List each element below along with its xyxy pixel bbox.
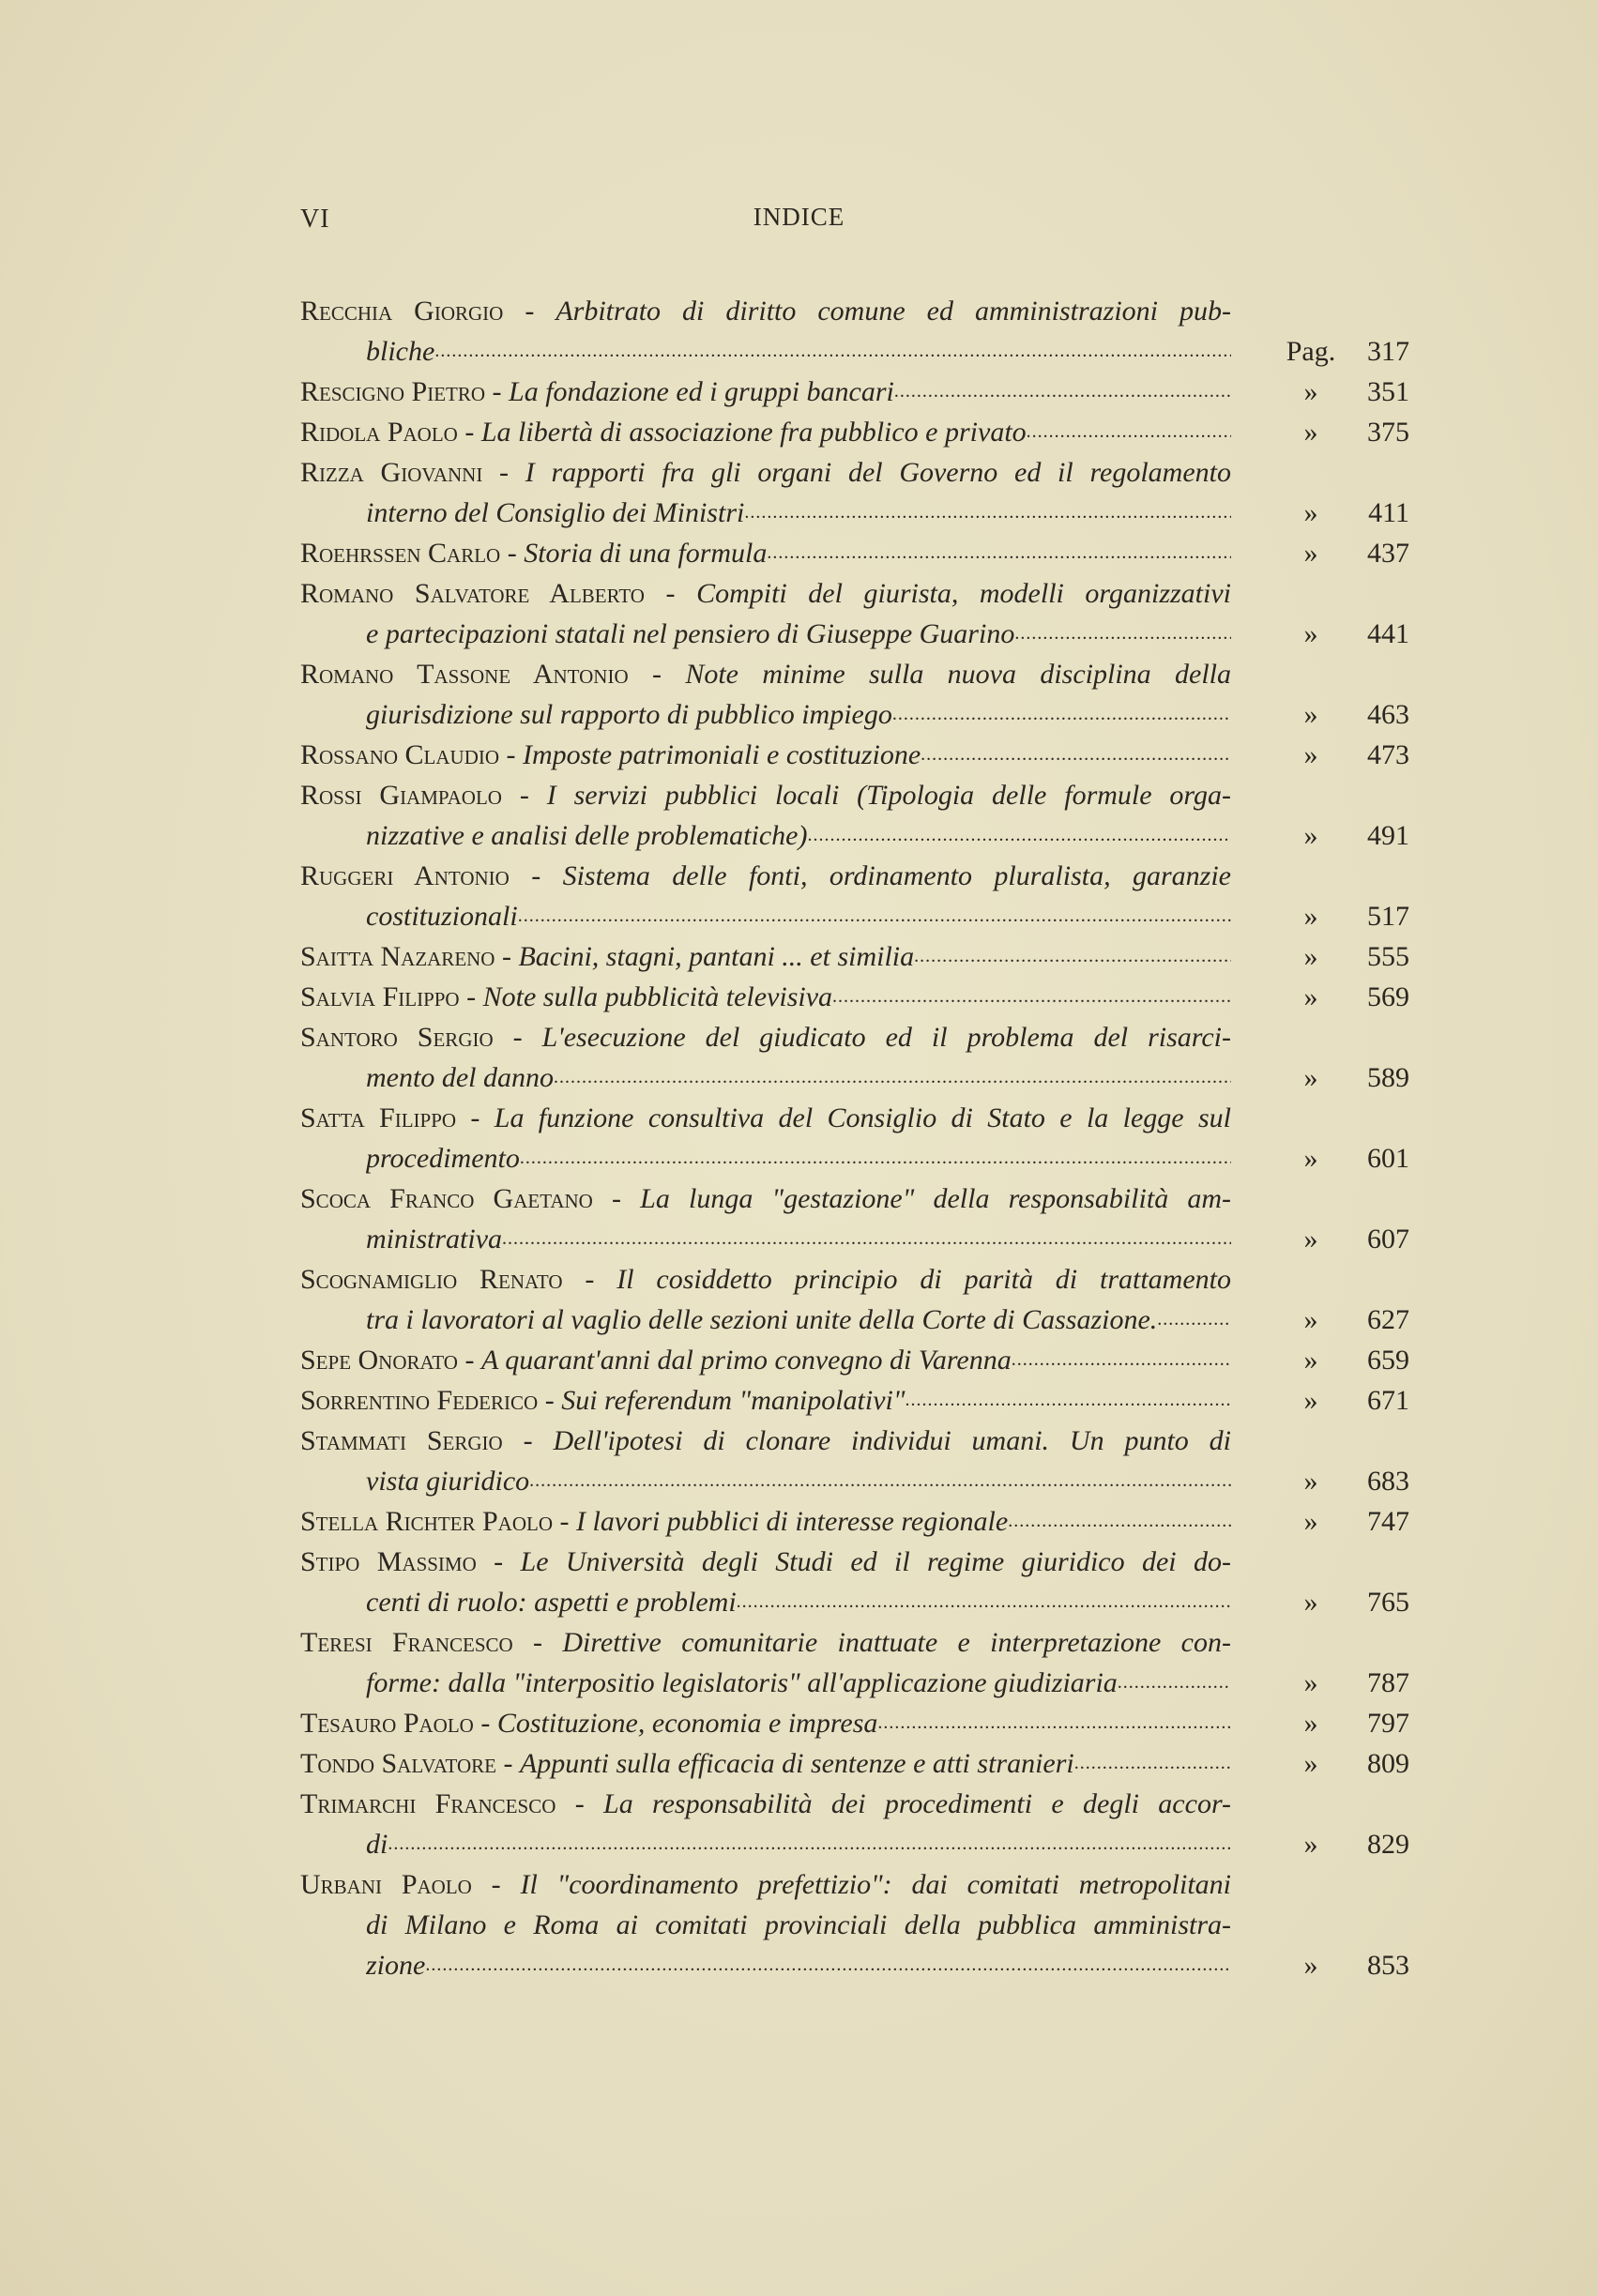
- entry-title: costituzionali: [366, 901, 518, 932]
- dot-leader: [1008, 1501, 1231, 1542]
- toc-entry: [300, 1017, 1409, 1098]
- toc-entry: [300, 1622, 1409, 1703]
- toc-line-text: Stammati Sergio - Dell'ipotesi di clonare individui umani. Un punto di: [300, 1425, 1231, 1456]
- entry-title: Direttive comunitarie inattuate e interpretazione con-: [562, 1627, 1231, 1658]
- toc-line: [300, 1864, 1409, 1905]
- entry-title: e partecipazioni statali nel pensiero di Giuseppe Guarino: [366, 618, 1015, 649]
- dot-leader: [529, 1461, 1231, 1501]
- toc-line-text: [366, 1057, 1231, 1098]
- entry-title: La fondazione ed i gruppi bancari: [509, 376, 894, 407]
- entry-title: mento del danno: [366, 1062, 554, 1093]
- toc-line-text: Stipo Massimo - Le Università degli Studi ed il regime giuridico dei do-: [300, 1546, 1231, 1577]
- page-number: 797: [1367, 1708, 1409, 1739]
- page-number: 411: [1368, 497, 1409, 528]
- entry-title: forme: dalla "interpositio legislatoris" all'applicazione giudiziaria: [366, 1667, 1118, 1698]
- page-number: 853: [1367, 1950, 1409, 1981]
- page-number: 671: [1367, 1385, 1409, 1416]
- toc-line-text: [366, 331, 1231, 372]
- entry-author: Santoro Sergio: [300, 1022, 494, 1053]
- toc-entry: [300, 1259, 1409, 1340]
- entry-author: Tesauro Paolo: [300, 1708, 474, 1739]
- page-marker: »: [1303, 1829, 1318, 1860]
- entry-title: Le Università degli Studi ed il regime giuridico dei do-: [520, 1546, 1231, 1577]
- toc-line-text: [366, 896, 1231, 936]
- entry-title: La responsabilità dei procedimenti e degli accor-: [603, 1788, 1231, 1819]
- table-of-contents: [300, 291, 1409, 1985]
- toc-line: [300, 775, 1409, 815]
- toc-line: [300, 1945, 1409, 1985]
- dot-leader: [737, 1582, 1231, 1622]
- page-number: 747: [1367, 1506, 1409, 1537]
- page-number: 463: [1367, 699, 1409, 730]
- dot-leader: [905, 1380, 1231, 1421]
- entry-title: Arbitrato di diritto comune ed amministrazioni pub-: [555, 296, 1231, 327]
- dot-leader: [1118, 1663, 1231, 1703]
- toc-entry: [300, 1542, 1409, 1622]
- toc-line: [300, 1098, 1409, 1138]
- toc-line-text: [366, 1461, 1231, 1501]
- toc-line-text: Tesauro Paolo - Costituzione, economia e impresa .....: [300, 1703, 1231, 1743]
- toc-entry: [300, 1784, 1409, 1864]
- entry-title: Il "coordinamento prefettizio": dai comitati metropolitani: [520, 1869, 1231, 1900]
- page-marker: »: [1303, 901, 1318, 932]
- toc-line-text: [366, 1824, 1231, 1864]
- page-marker: »: [1303, 1506, 1318, 1537]
- toc-line: [300, 1421, 1409, 1461]
- toc-line-text: Rossi Giampaolo - I servizi pubblici locali (Tipologia delle formule orga-: [300, 780, 1231, 811]
- entry-title: Appunti sulla efficacia di sentenze e atti stranieri: [519, 1748, 1074, 1779]
- entry-author: Trimarchi Francesco: [300, 1788, 556, 1819]
- dot-leader: [518, 896, 1231, 936]
- toc-line: [300, 936, 1409, 977]
- entry-author: Tondo Salvatore: [300, 1748, 496, 1779]
- toc-line-text: Urbani Paolo - Il "coordinamento prefettizio": dai comitati metropolitani: [300, 1869, 1231, 1900]
- toc-entry: [300, 775, 1409, 856]
- toc-entry: [300, 856, 1409, 936]
- entry-title: Dell'ipotesi di clonare individui umani. Un punto di: [553, 1425, 1231, 1456]
- toc-line: [300, 1300, 1409, 1340]
- dot-leader: [921, 735, 1231, 775]
- entry-title: Storia di una formula: [524, 538, 768, 569]
- toc-entry: [300, 1864, 1409, 1985]
- toc-line: [300, 1582, 1409, 1622]
- toc-line: [300, 331, 1409, 372]
- page-number: 569: [1367, 981, 1409, 1012]
- toc-line: [300, 977, 1409, 1017]
- page-number: 589: [1367, 1062, 1409, 1093]
- toc-entry: [300, 735, 1409, 775]
- page-number: 659: [1367, 1345, 1409, 1376]
- toc-line-text: [366, 1905, 1231, 1945]
- page-marker: »: [1303, 820, 1318, 851]
- entry-author: Scognamiglio Renato: [300, 1264, 563, 1295]
- entry-title: di Milano e Roma ai comitati provinciali della pubblica amministra-: [366, 1909, 1231, 1940]
- entry-author: Rossi Giampaolo: [300, 780, 502, 811]
- entry-title: Costituzione, economia e impresa: [496, 1708, 878, 1739]
- page-number: 317: [1367, 336, 1409, 367]
- toc-line: [300, 1380, 1409, 1421]
- toc-entry: [300, 372, 1409, 412]
- page-number: 607: [1367, 1224, 1409, 1254]
- page-number: 765: [1367, 1587, 1409, 1618]
- entry-author: Teresi Francesco: [300, 1627, 513, 1658]
- toc-line: [300, 1622, 1409, 1663]
- toc-line: [300, 856, 1409, 896]
- toc-line: [300, 1703, 1409, 1743]
- entry-author: Satta Filippo: [300, 1102, 457, 1133]
- toc-line: [300, 1784, 1409, 1824]
- toc-entry: [300, 533, 1409, 573]
- page-marker: »: [1303, 497, 1318, 528]
- entry-title: Il cosiddetto principio di parità di trattamento: [616, 1264, 1231, 1295]
- page-marker: »: [1303, 1708, 1318, 1739]
- dot-leader: [1074, 1743, 1231, 1784]
- dot-leader: [1012, 1340, 1231, 1380]
- running-title: INDICE: [753, 203, 845, 231]
- page-marker: »: [1303, 1345, 1318, 1376]
- page-marker: Pag.: [1286, 336, 1336, 367]
- toc-line-text: Scognamiglio Renato - Il cosiddetto principio di parità di trattamento: [300, 1264, 1231, 1295]
- toc-line-text: Trimarchi Francesco - La responsabilità dei procedimenti e degli accor-: [300, 1788, 1231, 1819]
- dot-leader: [832, 977, 1231, 1017]
- toc-entry: [300, 291, 1409, 372]
- toc-line: [300, 1178, 1409, 1219]
- page-number: 627: [1367, 1304, 1409, 1335]
- toc-entry: [300, 1421, 1409, 1501]
- toc-line-text: Teresi Francesco - Direttive comunitarie inattuate e interpretazione con-: [300, 1627, 1231, 1658]
- page-number: 683: [1367, 1466, 1409, 1497]
- page-marker: »: [1303, 538, 1318, 569]
- toc-line-text: Stella Richter Paolo - I lavori pubblici di interesse regionale .....: [300, 1501, 1231, 1542]
- entry-title: Bacini, stagni, pantani ... et similia: [518, 941, 915, 972]
- page-number: 829: [1367, 1829, 1409, 1860]
- page-number: 809: [1367, 1748, 1409, 1779]
- toc-line: [300, 735, 1409, 775]
- page-marker: »: [1303, 376, 1318, 407]
- page-marker: »: [1303, 699, 1318, 730]
- dot-leader: [554, 1057, 1231, 1098]
- dot-leader: [744, 493, 1231, 533]
- toc-line-text: [366, 1582, 1231, 1622]
- entry-title: I lavori pubblici di interesse regionale: [576, 1506, 1009, 1537]
- toc-line-text: Scoca Franco Gaetano - La lunga "gestazione" della responsabilità am-: [300, 1183, 1231, 1214]
- toc-entry: [300, 1703, 1409, 1743]
- dot-leader: [807, 815, 1231, 856]
- entry-title: giurisdizione sul rapporto di pubblico impiego: [366, 699, 892, 730]
- page-marker: »: [1303, 618, 1318, 649]
- entry-title: I servizi pubblici locali (Tipologia delle formule orga-: [546, 780, 1231, 811]
- dot-leader: [388, 1824, 1231, 1864]
- entry-title: procedimento: [366, 1143, 520, 1174]
- toc-line-text: [366, 1663, 1231, 1703]
- entry-title: di: [366, 1829, 388, 1860]
- entry-title: La lunga "gestazione" della responsabilità am-: [640, 1183, 1231, 1214]
- toc-entry: [300, 1743, 1409, 1784]
- toc-line-text: [366, 1300, 1231, 1340]
- page-marker: »: [1303, 417, 1318, 448]
- page-folio: VI: [300, 205, 330, 234]
- entry-author: Urbani Paolo: [300, 1869, 472, 1900]
- entry-author: Stipo Massimo: [300, 1546, 477, 1577]
- entry-title: Compiti del giurista, modelli organizzativi: [696, 578, 1231, 609]
- page-number: 787: [1367, 1667, 1409, 1698]
- entry-author: Stella Richter Paolo: [300, 1506, 554, 1537]
- toc-line-text: Rizza Giovanni - I rapporti fra gli organi del Governo ed il regolamento: [300, 457, 1231, 488]
- toc-line-text: Ruggeri Antonio - Sistema delle fonti, ordinamento pluralista, garanzie: [300, 860, 1231, 891]
- toc-line: [300, 372, 1409, 412]
- dot-leader: [914, 936, 1231, 977]
- entry-title: La libertà di associazione fra pubblico e privato: [480, 417, 1027, 448]
- entry-author: Ruggeri Antonio: [300, 860, 510, 891]
- page-marker: »: [1303, 1224, 1318, 1254]
- toc-line: [300, 1542, 1409, 1582]
- toc-line-text: [366, 1138, 1231, 1178]
- page-number: 351: [1367, 376, 1409, 407]
- entry-author: Stammati Sergio: [300, 1425, 503, 1456]
- entry-title: A quarant'anni dal primo convegno di Varenna: [480, 1345, 1012, 1376]
- dot-leader: [502, 1219, 1231, 1259]
- toc-line: [300, 1219, 1409, 1259]
- page-number: 601: [1367, 1143, 1409, 1174]
- toc-entry: [300, 1501, 1409, 1542]
- page-marker: »: [1303, 1143, 1318, 1174]
- entry-title: Sistema delle fonti, ordinamento pluralista, garanzie: [562, 860, 1231, 891]
- toc-line-text: [366, 493, 1231, 533]
- entry-author: Sepe Onorato: [300, 1345, 458, 1376]
- toc-line-text: Sepe Onorato - A quarant'anni dal primo convegno di Varenna .....: [300, 1340, 1231, 1380]
- toc-line: [300, 694, 1409, 735]
- toc-line: [300, 1138, 1409, 1178]
- entry-title: tra i lavoratori al vaglio delle sezioni unite della Corte di Cassazione.: [366, 1304, 1158, 1335]
- page-number: 555: [1367, 941, 1409, 972]
- toc-line: [300, 1905, 1409, 1945]
- toc-line: [300, 815, 1409, 856]
- dot-leader: [1014, 614, 1231, 654]
- page-marker: »: [1303, 941, 1318, 972]
- toc-line-text: Sorrentino Federico - Sui referendum "manipolativi" .....: [300, 1380, 1231, 1421]
- dot-leader: [1027, 412, 1231, 452]
- toc-entry: [300, 1340, 1409, 1380]
- toc-entry: [300, 1380, 1409, 1421]
- toc-line: [300, 614, 1409, 654]
- toc-line-text: Saitta Nazareno - Bacini, stagni, pantani ... et similia .....: [300, 936, 1231, 977]
- toc-entry: [300, 936, 1409, 977]
- toc-line: [300, 1743, 1409, 1784]
- entry-author: Rizza Giovanni: [300, 457, 483, 488]
- page-number: 441: [1367, 618, 1409, 649]
- entry-title: zione: [366, 1950, 426, 1981]
- toc-line-text: Satta Filippo - La funzione consultiva del Consiglio di Stato e la legge sul: [300, 1102, 1231, 1133]
- toc-line: [300, 1259, 1409, 1300]
- entry-author: Romano Salvatore Alberto: [300, 578, 645, 609]
- toc-line-text: [366, 694, 1231, 735]
- entry-author: Scoca Franco Gaetano: [300, 1183, 593, 1214]
- page-marker: »: [1303, 1466, 1318, 1497]
- toc-line: [300, 1017, 1409, 1057]
- toc-line: [300, 493, 1409, 533]
- page-marker: »: [1303, 1748, 1318, 1779]
- toc-line-text: Roehrssen Carlo - Storia di una formula .....: [300, 533, 1231, 573]
- page-marker: »: [1303, 1667, 1318, 1698]
- toc-line-text: [366, 815, 1231, 856]
- page-number: 437: [1367, 538, 1409, 569]
- entry-title: interno del Consiglio dei Ministri: [366, 497, 745, 528]
- page-marker: »: [1303, 1950, 1318, 1981]
- toc-line-text: [366, 1219, 1231, 1259]
- dot-leader: [520, 1138, 1231, 1178]
- toc-entry: [300, 977, 1409, 1017]
- toc-line-text: Tondo Salvatore - Appunti sulla efficacia di sentenze e atti stranieri .....: [300, 1743, 1231, 1784]
- entry-title: Sui referendum "manipolativi": [561, 1385, 906, 1416]
- toc-line: [300, 1824, 1409, 1864]
- toc-entry: [300, 654, 1409, 735]
- page-marker: »: [1303, 1304, 1318, 1335]
- toc-line: [300, 1340, 1409, 1380]
- page-number: 517: [1367, 901, 1409, 932]
- entry-title: centi di ruolo: aspetti e problemi: [366, 1587, 737, 1618]
- page-number: 375: [1367, 417, 1409, 448]
- entry-author: Salvia Filippo: [300, 981, 460, 1012]
- toc-line: [300, 1663, 1409, 1703]
- dot-leader: [894, 372, 1231, 412]
- entry-author: Sorrentino Federico: [300, 1385, 539, 1416]
- entry-author: Rossano Claudio: [300, 739, 500, 770]
- page-marker: »: [1303, 1385, 1318, 1416]
- toc-line-text: Romano Tassone Antonio - Note minime sulla nuova disciplina della: [300, 659, 1231, 690]
- toc-entry: [300, 1098, 1409, 1178]
- entry-title: bliche: [366, 336, 435, 367]
- toc-line: [300, 533, 1409, 573]
- page-number: 473: [1367, 739, 1409, 770]
- dot-leader: [425, 1945, 1231, 1985]
- page-number: 491: [1367, 820, 1409, 851]
- toc-entry: [300, 1178, 1409, 1259]
- toc-entry: [300, 412, 1409, 452]
- entry-author: Rescigno Pietro: [300, 376, 486, 407]
- toc-line: [300, 573, 1409, 614]
- toc-line-text: [366, 614, 1231, 654]
- entry-author: Ridola Paolo: [300, 417, 458, 448]
- entry-title: Note minime sulla nuova disciplina della: [685, 659, 1231, 690]
- entry-title: nizzative e analisi delle problematiche): [366, 820, 808, 851]
- dot-leader: [892, 694, 1231, 735]
- entry-author: Roehrssen Carlo: [300, 538, 501, 569]
- toc-line-text: Rescigno Pietro - La fondazione ed i gruppi bancari .....: [300, 372, 1231, 412]
- toc-line-text: Ridola Paolo - La libertà di associazione fra pubblico e privato .....: [300, 412, 1231, 452]
- toc-line-text: Rossano Claudio - Imposte patrimoniali e costituzione .....: [300, 735, 1231, 775]
- toc-line-text: Salvia Filippo - Note sulla pubblicità televisiva .....: [300, 977, 1231, 1017]
- page-marker: »: [1303, 739, 1318, 770]
- entry-title: Imposte patrimoniali e costituzione: [523, 739, 921, 770]
- entry-title: Note sulla pubblicità televisiva: [482, 981, 833, 1012]
- entry-title: ministrativa: [366, 1224, 503, 1254]
- dot-leader: [767, 533, 1231, 573]
- toc-line-text: Romano Salvatore Alberto - Compiti del giurista, modelli organizzativi: [300, 578, 1231, 609]
- entry-title: L'esecuzione del giudicato ed il problema del risarci-: [541, 1022, 1231, 1053]
- toc-line: [300, 291, 1409, 331]
- dot-leader: [434, 331, 1231, 372]
- page-marker: »: [1303, 1587, 1318, 1618]
- page-marker: »: [1303, 981, 1318, 1012]
- toc-line-text: [366, 1945, 1231, 1985]
- toc-line: [300, 896, 1409, 936]
- entry-author: Romano Tassone Antonio: [300, 659, 629, 690]
- toc-line: [300, 1057, 1409, 1098]
- entry-author: Saitta Nazareno: [300, 941, 495, 972]
- dot-leader: [1157, 1300, 1231, 1340]
- toc-entry: [300, 573, 1409, 654]
- entry-title: I rapporti fra gli organi del Governo ed il regolamento: [525, 457, 1231, 488]
- entry-title: vista giuridico: [366, 1466, 530, 1497]
- toc-line: [300, 452, 1409, 493]
- entry-author: Recchia Giorgio: [300, 296, 504, 327]
- toc-line: [300, 1461, 1409, 1501]
- toc-line-text: Santoro Sergio - L'esecuzione del giudicato ed il problema del risarci-: [300, 1022, 1231, 1053]
- toc-line: [300, 1501, 1409, 1542]
- dot-leader: [877, 1703, 1231, 1743]
- toc-line-text: Recchia Giorgio - Arbitrato di diritto comune ed amministrazioni pub-: [300, 296, 1231, 327]
- toc-line: [300, 654, 1409, 694]
- page-marker: »: [1303, 1062, 1318, 1093]
- toc-entry: [300, 452, 1409, 533]
- entry-title: La funzione consultiva del Consiglio di Stato e la legge sul: [494, 1102, 1231, 1133]
- toc-line: [300, 412, 1409, 452]
